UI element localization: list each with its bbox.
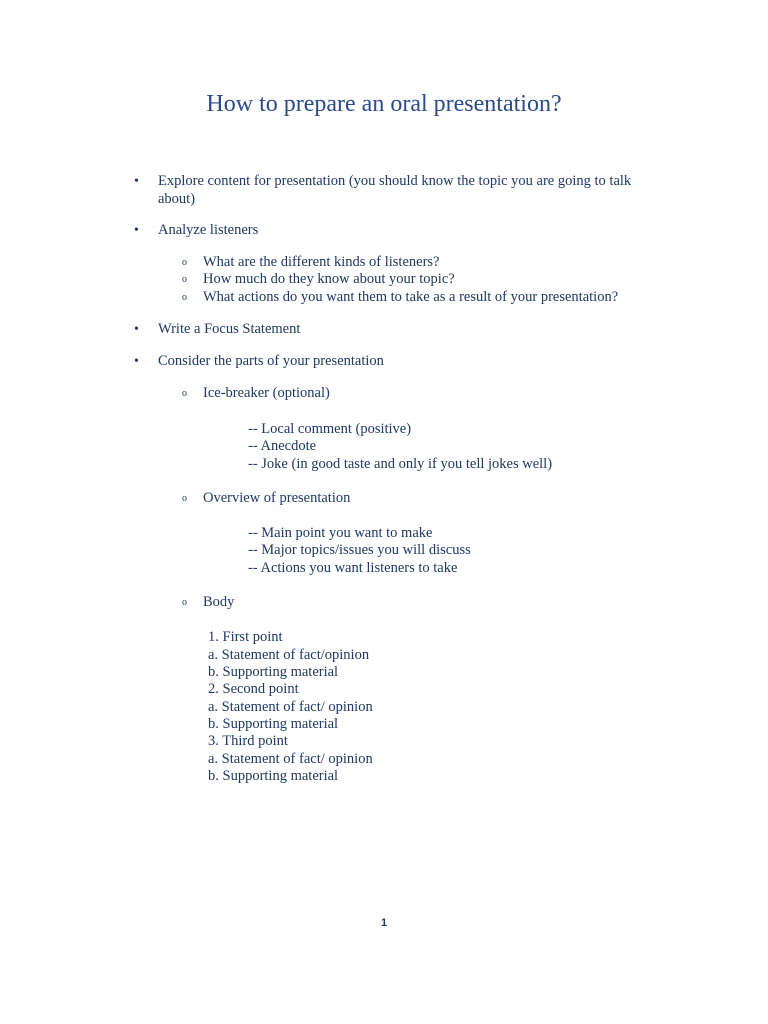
overview-item: -- Main point you want to make xyxy=(248,525,433,541)
part-body-label: Body xyxy=(203,594,235,610)
body-item: 2. Second point xyxy=(208,681,299,697)
body-item: a. Statement of fact/ opinion xyxy=(208,751,373,767)
sub-item-listener-actions: What actions do you want them to take as a result of your presentation? xyxy=(203,289,619,305)
sub-bullet-icon: o xyxy=(182,257,187,268)
body-item: b. Supporting material xyxy=(208,716,339,732)
sub-bullet-icon: o xyxy=(182,274,187,285)
sub-item-listener-kinds: What are the different kinds of listeners? xyxy=(203,254,440,270)
body-item: a. Statement of fact/opinion xyxy=(208,647,370,663)
bullet-analyze-listeners: Analyze listeners xyxy=(158,222,259,238)
sub-bullet-icon: o xyxy=(182,388,187,399)
bullet-focus-statement: Write a Focus Statement xyxy=(158,321,301,337)
bullet-icon: • xyxy=(134,223,139,238)
sub-item-listener-knowledge: How much do they know about your topic? xyxy=(203,271,455,287)
body-item: a. Statement of fact/ opinion xyxy=(208,699,373,715)
part-overview-label: Overview of presentation xyxy=(203,490,351,506)
sub-bullet-icon: o xyxy=(182,493,187,504)
sub-bullet-icon: o xyxy=(182,597,187,608)
page-number: 1 xyxy=(380,917,388,929)
body-item: 1. First point xyxy=(208,629,283,645)
page-title: How to prepare an oral presentation? xyxy=(206,91,562,117)
icebreaker-item: -- Joke (in good taste and only if you tell jokes well) xyxy=(248,456,553,472)
bullet-icon: • xyxy=(134,322,139,337)
icebreaker-item: -- Anecdote xyxy=(248,438,317,454)
sub-bullet-icon: o xyxy=(182,292,187,303)
icebreaker-item: -- Local comment (positive) xyxy=(248,421,412,437)
body-item: b. Supporting material xyxy=(208,768,339,784)
body-item: b. Supporting material xyxy=(208,664,339,680)
part-icebreaker-label: Ice-breaker (optional) xyxy=(203,385,330,401)
body-item: 3. Third point xyxy=(208,733,288,749)
bullet-icon: • xyxy=(134,354,139,369)
bullet-presentation-parts: Consider the parts of your presentation xyxy=(158,353,384,369)
bullet-icon: • xyxy=(134,174,139,189)
overview-item: -- Major topics/issues you will discuss xyxy=(248,542,471,558)
bullet-explore-content: Explore content for presentation (you should know the topic you are going to talk about) xyxy=(158,173,632,207)
overview-item: -- Actions you want listeners to take xyxy=(248,560,458,576)
